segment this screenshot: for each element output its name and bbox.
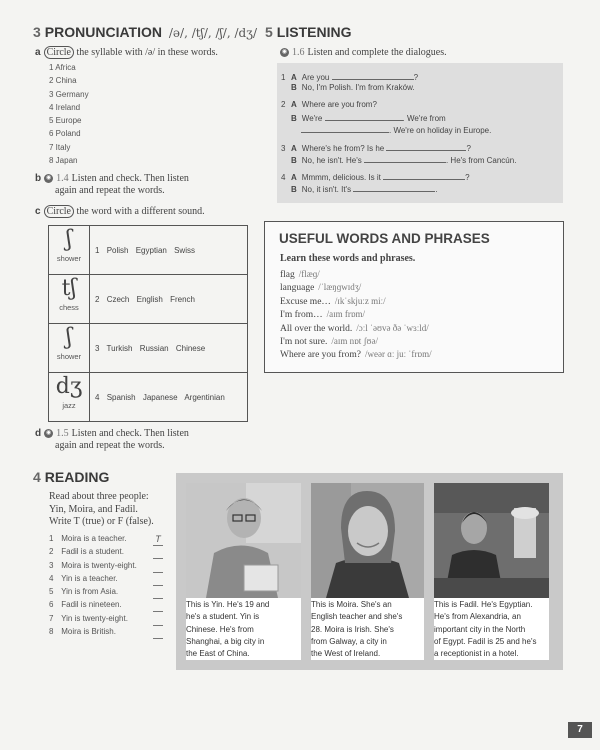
listening-instruction: ◉ 1.6 Listen and complete the dialogues. [281,47,447,58]
reading-instruction: Read about three people: Yin, Moira, and Fadil. Write T (true) or F (false). [49,491,154,527]
answer-field[interactable] [153,561,163,573]
sound-symbol-cell: tʃ chess [49,275,90,324]
phrase-item: Excuse me… /ɪkˈskjuːz miː/ [280,295,386,307]
list-item: 2 Fadil is a student. [49,547,174,560]
word-choice[interactable]: Chinese [175,343,206,353]
word-choice[interactable]: Swiss [174,245,195,255]
word-choice[interactable]: Turkish [106,343,133,353]
list-item: 6 Poland [49,129,81,139]
answer-blank[interactable] [325,112,403,121]
phrase-item: language /ˈlæŋɡwɪdʒ/ [280,282,362,294]
answer-field[interactable] [153,600,163,612]
word-choice[interactable]: English [136,294,163,304]
phrase-item: flag /flæɡ/ [280,269,320,280]
answer-blank[interactable] [353,183,435,192]
list-item: 8 Moira is British. [49,627,174,640]
table-row [49,373,248,422]
list-item: 1 Moira is a teacher. T [49,534,174,547]
answer-field[interactable] [153,587,163,599]
answer-blank[interactable] [364,154,446,163]
word-choice[interactable]: French [170,294,195,304]
exercise-a-instruction: a Circle the syllable with /ə/ in these words. [35,47,218,58]
sound-table [48,225,248,422]
phrase-list [280,269,432,363]
answer-field[interactable]: T [153,534,163,546]
dialogue-line: 4 A Mmmm, delicious. Is it ? [281,173,470,182]
page-number: 7 [568,722,592,738]
reading-photo-strip [176,473,563,670]
yin-caption: This is Yin. He's 19 and he's a student. Yin is Chinese. He's from Shanghai, a big city in the East of China. [186,598,301,660]
word-choice[interactable]: Japanese [142,392,178,402]
reading-heading: 4 READING [33,469,110,485]
word-choice[interactable]: Czech [106,294,130,304]
answer-blank[interactable] [301,124,389,133]
dialogue-line: B No, it isn't. It's . [291,185,438,194]
phrase-item: Where are you from? /weər ɑː juː ˈfrɒm/ [280,349,432,361]
answer-field[interactable] [153,614,163,626]
answer-blank[interactable] [332,71,414,80]
dialogue-line: 3 A Where's he from? Is he ? [281,144,471,153]
answer-field[interactable] [153,627,163,639]
person-icon [186,483,301,598]
audio-icon[interactable]: ◉ [281,49,288,56]
phrase-item: I'm not sure. /aɪm nɒt ʃʊə/ [280,335,378,347]
moira-photo [311,483,424,598]
person-icon [434,483,549,598]
exercise-b-instruction: b ◉ 1.4 Listen and check. Then listen again and repeat the words. [35,173,189,196]
chess-icon: tʃ [61,276,77,301]
sound-symbol-cell: ʃ shower [49,226,90,275]
useful-phrases-subtitle: Learn these words and phrases. [280,253,416,264]
word-choice[interactable]: Russian [139,343,169,353]
word-choices: 4 Spanish Japanese Argentinian [90,373,248,422]
list-item: 4 Yin is a teacher. [49,574,174,587]
list-item: 1 Africa [49,63,76,72]
list-item: 7 Italy [49,142,71,152]
yin-photo [186,483,301,598]
sound-symbol-cell: ʃ shower [49,324,90,373]
dialogue-line: 1 A Are you ? [281,73,419,82]
list-item: 7 Yin is twenty-eight. [49,614,174,627]
answer-blank[interactable] [386,142,466,151]
phrase-item: All over the world. /ɔːl ˈəʊvə ðə ˈwɜːld/ [280,322,429,334]
list-item: 3 Moira is twenty-eight. [49,561,174,574]
phrase-item: I'm from… /aɪm frɒm/ [280,309,366,321]
pronunciation-word-list [49,63,89,169]
sound-symbol-cell: dʒ jazz [49,373,90,422]
dialogue-box [277,63,563,203]
word-choice[interactable]: Polish [106,245,129,255]
list-item: 6 Fadil is nineteen. [49,600,174,613]
audio-icon[interactable]: ◉ [45,430,52,437]
dialogue-line: B No, I'm Polish. I'm from Kraków. [291,83,415,92]
answer-blank[interactable] [383,171,465,180]
word-choice[interactable]: Argentinian [184,392,225,402]
exercise-d-instruction: d ◉ 1.5 Listen and check. Then listen again and repeat the words. [35,428,189,451]
person-icon [311,483,424,598]
word-choices: 1 Polish Egyptian Swiss [90,226,248,275]
fadil-photo [434,483,549,598]
dialogue-line: B No, he isn't. He's . He's from Cancún. [291,156,517,165]
audio-icon[interactable]: ◉ [45,175,52,182]
answer-field[interactable] [153,547,163,559]
word-choice[interactable]: Egyptian [135,245,167,255]
jazz-icon: dʒ [55,374,83,399]
dialogue-line: 2 A Where are you from? [281,100,377,109]
dialogue-line: B We're . We're from [291,114,446,123]
shower-icon: ʃ [66,227,72,252]
dialogue-line: . We're on holiday in Europe. [301,124,491,135]
list-item: 2 China [49,76,77,86]
useful-phrases-title: USEFUL WORDS AND PHRASES [279,231,490,246]
list-item: 3 Germany [49,89,89,99]
shower-icon: ʃ [66,325,72,350]
useful-phrases-box [264,221,564,373]
list-item: 4 Ireland [49,102,81,112]
answer-field[interactable] [153,574,163,586]
list-item: 8 Japan [49,156,78,166]
word-choices: 3 Turkish Russian Chinese [90,324,248,373]
fadil-caption: This is Fadil. He's Egyptian. He's from Alexandria, an important city in the North of Egypt. Fadil is 25 and he's a receptionist in a hotel. [434,598,549,660]
reading-statements [49,534,174,640]
word-choices: 2 Czech English French [90,275,248,324]
moira-caption: This is Moira. She's an English teacher and she's 28. Moira is Irish. She's from Galway, a city in the West of Ireland. [311,598,424,660]
table-row [49,275,248,324]
word-choice[interactable]: Spanish [106,392,136,402]
list-item: 5 Europe [49,116,82,126]
table-row [49,324,248,373]
list-item: 5 Yin is from Asia. [49,587,174,600]
exercise-c-instruction: c Circle the word with a different sound. [35,206,205,217]
listening-heading: 5 LISTENING [265,24,352,40]
table-row [49,226,248,275]
pronunciation-heading: 3 PRONUNCIATION /ə/, /tʃ/, /ʃ/, /dʒ/ [33,24,257,40]
